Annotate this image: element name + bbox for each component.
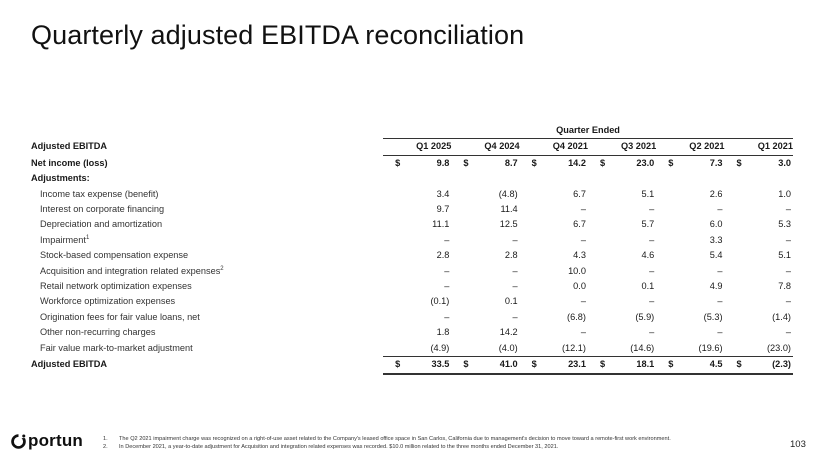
value-cell — [383, 155, 451, 171]
value-text: – — [649, 204, 655, 215]
value-text: 6.7 — [573, 188, 586, 199]
footnote-text: In December 2021, a year-to-date adjustment for Acquisition and integration related expenses was recorded. $10.0 million related to the three months ended December 31, 2021. — [119, 444, 559, 450]
quarter-header: Q1 2025 — [383, 139, 451, 155]
currency-symbol: $ — [668, 359, 674, 370]
value-cell — [588, 155, 656, 171]
row-label-text: Depreciation and amortization — [40, 219, 163, 230]
value-cell — [383, 264, 451, 279]
group-header-row — [31, 123, 793, 139]
footnote-marker: 1 — [85, 234, 90, 241]
value-cell — [383, 217, 451, 232]
value-cell — [656, 248, 724, 263]
value-text: 3.3 — [709, 234, 723, 245]
row-label — [31, 325, 383, 340]
value-text: 4.6 — [641, 250, 655, 261]
value-cell — [725, 325, 793, 340]
value-cell — [451, 310, 519, 325]
value-cell — [383, 341, 451, 357]
logo-text: portun — [28, 431, 84, 450]
value-text: – — [717, 296, 723, 307]
value-cell — [588, 294, 656, 309]
ebitda-reconciliation-table — [31, 123, 793, 375]
quarter-header: Q1 2021 — [725, 139, 793, 155]
row-label-text: Impairment — [40, 234, 86, 245]
value-text: 4.9 — [709, 281, 723, 292]
value-text: (0.1) — [430, 296, 450, 307]
value-cell — [383, 310, 451, 325]
value-text: 2.6 — [709, 188, 723, 199]
value-text: 3.4 — [436, 188, 450, 199]
value-text: – — [785, 265, 791, 276]
net-income-row — [31, 155, 793, 171]
value-cell — [656, 310, 724, 325]
value-cell — [451, 155, 519, 171]
adjustment-row — [31, 325, 793, 340]
value-text: – — [444, 311, 450, 322]
value-text: – — [649, 296, 655, 307]
value-text: – — [580, 327, 586, 338]
row-label-text: Origination fees for fair value loans, net — [40, 311, 200, 322]
adjustment-row — [31, 202, 793, 217]
value-cell — [588, 248, 656, 263]
value-text: 10.0 — [568, 265, 586, 276]
value-text: (19.6) — [698, 342, 723, 353]
value-text: – — [717, 204, 723, 215]
value-text: 18.1 — [636, 359, 655, 370]
value-cell — [725, 357, 793, 374]
value-cell — [383, 279, 451, 294]
value-cell — [451, 202, 519, 217]
value-text: (6.8) — [567, 311, 586, 322]
value-text: 2.8 — [504, 250, 518, 261]
adjustments-label: Adjustments: — [31, 173, 90, 184]
value-text: 5.3 — [778, 219, 791, 230]
value-cell — [656, 187, 724, 202]
quarter-header: Q2 2021 — [656, 139, 724, 155]
adjustment-row — [31, 248, 793, 263]
footnote-number: 2. — [103, 444, 108, 450]
value-text: 4.3 — [573, 250, 586, 261]
row-label-text: Retail network optimization expenses — [40, 281, 192, 292]
value-cell — [520, 202, 588, 217]
value-cell — [451, 217, 519, 232]
row-label — [31, 233, 383, 248]
value-text: – — [512, 265, 518, 276]
value-text: – — [785, 296, 791, 307]
value-cell — [451, 233, 519, 248]
quarter-header: Q4 2021 — [520, 139, 588, 155]
value-cell — [383, 187, 451, 202]
value-cell — [520, 248, 588, 263]
value-text: 9.7 — [436, 204, 450, 215]
value-text: 2.8 — [436, 250, 450, 261]
value-text: 4.5 — [709, 359, 723, 370]
value-cell — [656, 325, 724, 340]
value-cell — [656, 217, 724, 232]
footnote-number: 1. — [103, 436, 108, 442]
value-cell — [725, 155, 793, 171]
value-text: (14.6) — [630, 342, 655, 353]
quarter-header: Q3 2021 — [588, 139, 656, 155]
value-cell — [451, 248, 519, 263]
value-cell — [588, 279, 656, 294]
row-label — [31, 294, 383, 309]
value-cell — [383, 233, 451, 248]
currency-symbol: $ — [599, 359, 606, 370]
adjustment-row — [31, 264, 793, 279]
value-cell — [656, 279, 724, 294]
value-text: 41.0 — [499, 359, 518, 370]
value-cell — [520, 341, 588, 357]
value-cell — [383, 357, 451, 374]
value-text: – — [717, 327, 723, 338]
adjustment-row — [31, 187, 793, 202]
value-text: – — [785, 327, 791, 338]
currency-symbol: $ — [395, 359, 401, 370]
value-text: (4.9) — [430, 342, 450, 353]
table-body — [31, 155, 793, 373]
footnote-marker: 2 — [220, 265, 224, 272]
row-label-text: Other non-recurring charges — [40, 327, 156, 338]
footnote — [103, 443, 783, 451]
value-text: 0.1 — [504, 296, 518, 307]
value-text: 6.0 — [709, 219, 723, 230]
value-text: 23.0 — [636, 157, 655, 168]
value-text: 5.1 — [641, 188, 655, 199]
value-cell — [588, 202, 656, 217]
value-cell — [656, 357, 724, 374]
adjustment-row — [31, 217, 793, 232]
row-label-text: Workforce optimization expenses — [40, 296, 176, 307]
footnote — [103, 435, 783, 443]
row-label — [31, 264, 383, 279]
currency-symbol: $ — [736, 359, 742, 370]
quarter-header-row — [31, 139, 793, 155]
currency-symbol: $ — [463, 359, 469, 370]
currency-symbol: $ — [531, 359, 537, 370]
value-text: – — [580, 234, 586, 245]
value-text: 3.0 — [778, 157, 791, 168]
value-cell — [588, 310, 656, 325]
value-cell — [588, 357, 656, 374]
value-cell — [725, 294, 793, 309]
value-cell — [520, 233, 588, 248]
value-cell — [725, 248, 793, 263]
value-text: 11.1 — [432, 219, 450, 230]
value-text: 7.3 — [709, 157, 723, 168]
row-label: Adjusted EBITDA — [31, 359, 108, 370]
value-cell — [588, 264, 656, 279]
value-text: 12.5 — [499, 219, 518, 230]
value-text: 5.4 — [709, 250, 723, 261]
quarter-ended-header: Quarter Ended — [383, 123, 793, 139]
value-text: – — [649, 234, 655, 245]
value-text: 23.1 — [568, 359, 586, 370]
currency-symbol: $ — [395, 157, 401, 168]
value-cell — [725, 310, 793, 325]
value-text: (5.9) — [635, 311, 655, 322]
value-text: – — [444, 281, 450, 292]
value-text: (12.1) — [561, 342, 586, 353]
value-text: – — [649, 265, 655, 276]
logo-o-icon — [10, 433, 27, 450]
value-cell — [588, 325, 656, 340]
value-text: 14.2 — [568, 157, 586, 168]
adjustment-row — [31, 279, 793, 294]
value-text: – — [580, 204, 586, 215]
value-cell — [383, 294, 451, 309]
footnotes — [103, 435, 783, 451]
value-text: 0.1 — [641, 281, 655, 292]
row-label-text: Fair value mark-to-market adjustment — [40, 342, 193, 353]
value-cell — [588, 187, 656, 202]
row-label-text: Acquisition and integration related expenses — [40, 265, 221, 276]
currency-symbol: $ — [531, 157, 537, 168]
adjustments-label-row — [31, 171, 793, 186]
oportun-logo — [10, 429, 83, 453]
value-cell — [451, 341, 519, 357]
value-text: 5.1 — [778, 250, 791, 261]
value-cell — [520, 217, 588, 232]
value-text: 7.8 — [778, 281, 791, 292]
value-text: – — [785, 204, 791, 215]
value-cell — [520, 310, 588, 325]
value-cell — [451, 187, 519, 202]
value-cell — [725, 279, 793, 294]
value-cell — [520, 325, 588, 340]
footnote-text: The Q2 2021 impairment charge was recognized on a right-of-use asset related to the Company's leased office space in San Carlos, California due to management's decision to move toward a remote-first work environment. — [119, 436, 671, 442]
value-text: 9.8 — [436, 157, 450, 168]
value-cell — [520, 264, 588, 279]
value-text: 8.7 — [504, 157, 518, 168]
row-label — [31, 217, 383, 232]
value-cell — [520, 279, 588, 294]
value-text: 11.4 — [500, 204, 518, 215]
value-text: – — [512, 311, 518, 322]
value-cell — [451, 325, 519, 340]
currency-symbol: $ — [599, 157, 606, 168]
row-label: Net income (loss) — [31, 157, 108, 168]
page-title: Quarterly adjusted EBITDA reconciliation — [31, 20, 525, 50]
value-cell — [725, 202, 793, 217]
value-text: – — [785, 234, 791, 245]
value-text: 1.0 — [778, 188, 791, 199]
value-cell — [520, 357, 588, 374]
row-label-text: Interest on corporate financing — [40, 204, 165, 215]
value-text: (2.3) — [772, 359, 791, 370]
value-text: (5.3) — [703, 311, 723, 322]
value-cell — [451, 279, 519, 294]
row-header-label: Adjusted EBITDA — [31, 141, 108, 152]
value-text: 33.5 — [431, 359, 450, 370]
value-cell — [520, 294, 588, 309]
row-label-text: Stock-based compensation expense — [40, 250, 189, 261]
value-cell — [656, 264, 724, 279]
value-text: (23.0) — [766, 342, 791, 353]
value-cell — [588, 217, 656, 232]
value-text: – — [580, 296, 586, 307]
value-cell — [725, 217, 793, 232]
value-text: – — [649, 327, 655, 338]
value-cell — [451, 264, 519, 279]
quarter-header: Q4 2024 — [451, 139, 519, 155]
value-cell — [725, 264, 793, 279]
value-cell — [383, 202, 451, 217]
value-cell — [656, 202, 724, 217]
currency-symbol: $ — [463, 157, 469, 168]
row-label — [31, 248, 383, 263]
row-label — [31, 202, 383, 217]
value-cell — [383, 325, 451, 340]
value-text: 1.8 — [436, 327, 450, 338]
currency-symbol: $ — [736, 157, 742, 168]
value-cell — [451, 357, 519, 374]
value-text: (4.8) — [498, 188, 518, 199]
value-text: – — [717, 265, 723, 276]
value-cell — [656, 155, 724, 171]
adjustment-row — [31, 233, 793, 248]
row-label — [31, 341, 383, 357]
page-number: 103 — [790, 439, 806, 450]
value-text: (4.0) — [498, 342, 518, 353]
row-label-text: Income tax expense (benefit) — [40, 188, 159, 199]
value-cell — [588, 233, 656, 248]
value-cell — [520, 155, 588, 171]
value-cell — [725, 341, 793, 357]
row-label — [31, 279, 383, 294]
value-text: – — [512, 281, 518, 292]
adjusted-ebitda-total-row — [31, 357, 793, 374]
value-text: (1.4) — [772, 311, 791, 322]
value-text: 5.7 — [641, 219, 655, 230]
value-cell — [451, 294, 519, 309]
adjustment-row — [31, 310, 793, 325]
value-text: – — [512, 234, 518, 245]
value-cell — [656, 341, 724, 357]
value-cell — [656, 294, 724, 309]
value-cell — [725, 233, 793, 248]
adjustment-row — [31, 341, 793, 357]
value-text: 14.2 — [499, 327, 518, 338]
value-cell — [383, 248, 451, 263]
value-cell — [520, 187, 588, 202]
value-text: 6.7 — [573, 219, 586, 230]
value-cell — [725, 187, 793, 202]
adjustment-row — [31, 294, 793, 309]
value-text: – — [444, 265, 450, 276]
value-text: 0.0 — [573, 281, 586, 292]
value-cell — [588, 341, 656, 357]
currency-symbol: $ — [668, 157, 674, 168]
row-label — [31, 310, 383, 325]
value-text: – — [444, 234, 450, 245]
row-label — [31, 187, 383, 202]
value-cell — [656, 233, 724, 248]
